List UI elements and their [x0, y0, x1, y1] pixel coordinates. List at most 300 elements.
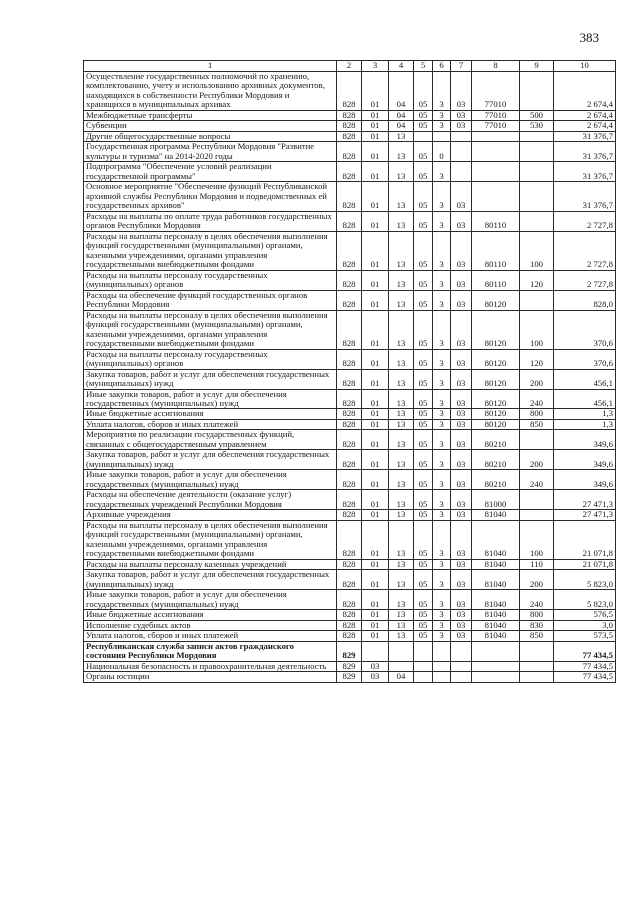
expense-type-code-cell: 530	[520, 121, 554, 131]
direction-code-cell: 80120	[472, 290, 520, 310]
admin-code-cell: 828	[337, 182, 362, 211]
activity-code-cell: 03	[451, 419, 472, 429]
direction-code-cell: 80110	[472, 270, 520, 290]
amount-cell: 21 071,8	[554, 520, 616, 559]
program-code-cell: 05	[414, 211, 433, 231]
admin-code-cell: 828	[337, 470, 362, 490]
table-row	[84, 450, 616, 470]
admin-code-cell: 828	[337, 110, 362, 120]
direction-code-cell: 80120	[472, 409, 520, 419]
amount-cell: 1,3	[554, 409, 616, 419]
admin-code-cell: 829	[337, 672, 362, 682]
table-row	[84, 389, 616, 409]
admin-code-cell: 828	[337, 369, 362, 389]
section-code-cell: 01	[362, 290, 389, 310]
expense-type-code-cell	[520, 131, 554, 141]
admin-code-cell: 828	[337, 419, 362, 429]
table-row	[84, 142, 616, 162]
activity-code-cell: 03	[451, 110, 472, 120]
subprogram-code-cell: 3	[433, 490, 451, 510]
subprogram-code-cell: 3	[433, 590, 451, 610]
subprogram-code-cell: 3	[433, 389, 451, 409]
activity-code-cell: 03	[451, 610, 472, 620]
subprogram-code-cell: 3	[433, 110, 451, 120]
subsection-code-cell: 13	[389, 409, 414, 419]
section-code-cell: 01	[362, 510, 389, 520]
subprogram-code-cell: 3	[433, 570, 451, 590]
column-header-3: 3	[362, 61, 389, 72]
column-header-5: 5	[414, 61, 433, 72]
amount-cell: 370,6	[554, 310, 616, 349]
subprogram-code-cell: 0	[433, 142, 451, 162]
activity-code-cell: 03	[451, 310, 472, 349]
amount-cell: 828,0	[554, 290, 616, 310]
subprogram-code-cell: 3	[433, 450, 451, 470]
subprogram-code-cell: 3	[433, 310, 451, 349]
direction-code-cell: 77010	[472, 72, 520, 111]
section-code-cell: 01	[362, 162, 389, 182]
program-code-cell: 05	[414, 520, 433, 559]
program-code-cell: 05	[414, 182, 433, 211]
activity-code-cell: 03	[451, 590, 472, 610]
admin-code-cell: 828	[337, 310, 362, 349]
expense-type-code-cell	[520, 182, 554, 211]
admin-code-cell: 828	[337, 520, 362, 559]
table-row	[84, 349, 616, 369]
expense-type-code-cell: 120	[520, 349, 554, 369]
subsection-code-cell: 13	[389, 211, 414, 231]
activity-code-cell	[451, 142, 472, 162]
program-code-cell: 05	[414, 559, 433, 569]
expense-type-code-cell	[520, 641, 554, 661]
direction-code-cell: 81040	[472, 510, 520, 520]
program-code-cell: 05	[414, 430, 433, 450]
subsection-code-cell: 13	[389, 131, 414, 141]
subsection-code-cell: 13	[389, 162, 414, 182]
row-name-cell: Расходы на обеспечение функций государственных органов Республики Мордовия	[84, 290, 337, 310]
direction-code-cell: 80120	[472, 349, 520, 369]
table-row	[84, 672, 616, 682]
activity-code-cell: 03	[451, 270, 472, 290]
subprogram-code-cell: 3	[433, 349, 451, 369]
row-name-cell: Межбюджетные трансферты	[84, 110, 337, 120]
row-name-cell: Расходы на выплаты персоналу казенных учреждений	[84, 559, 337, 569]
section-code-cell: 01	[362, 590, 389, 610]
subprogram-code-cell: 3	[433, 409, 451, 419]
amount-cell: 77 434,5	[554, 641, 616, 661]
table-row	[84, 590, 616, 610]
expense-type-code-cell: 100	[520, 310, 554, 349]
subsection-code-cell: 04	[389, 121, 414, 131]
activity-code-cell: 03	[451, 369, 472, 389]
row-name-cell: Расходы на выплаты по оплате труда работников государственных органов Республики Мордовия	[84, 211, 337, 231]
amount-cell: 21 071,8	[554, 559, 616, 569]
row-name-cell: Основное мероприятие "Обеспечение функций Республиканской архивной службы Республики Мордовия и подведомственных ей государственных архивов"	[84, 182, 337, 211]
expense-type-code-cell: 240	[520, 389, 554, 409]
direction-code-cell: 80120	[472, 419, 520, 429]
expense-type-code-cell: 100	[520, 520, 554, 559]
expense-type-code-cell: 100	[520, 231, 554, 270]
amount-cell: 2 674,4	[554, 121, 616, 131]
row-name-cell: Уплата налогов, сборов и иных платежей	[84, 631, 337, 641]
direction-code-cell: 77010	[472, 121, 520, 131]
section-code-cell: 01	[362, 349, 389, 369]
activity-code-cell: 03	[451, 349, 472, 369]
admin-code-cell: 828	[337, 559, 362, 569]
subsection-code-cell	[389, 661, 414, 671]
admin-code-cell: 828	[337, 231, 362, 270]
subprogram-code-cell: 3	[433, 182, 451, 211]
admin-code-cell: 828	[337, 142, 362, 162]
expense-type-code-cell	[520, 290, 554, 310]
subprogram-code-cell: 3	[433, 121, 451, 131]
activity-code-cell: 03	[451, 631, 472, 641]
direction-code-cell	[472, 182, 520, 211]
program-code-cell	[414, 672, 433, 682]
subsection-code-cell: 13	[389, 182, 414, 211]
row-name-cell: Иные бюджетные ассигнования	[84, 409, 337, 419]
activity-code-cell: 03	[451, 121, 472, 131]
admin-code-cell: 828	[337, 631, 362, 641]
admin-code-cell: 828	[337, 72, 362, 111]
amount-cell: 77 434,5	[554, 672, 616, 682]
expense-type-code-cell: 200	[520, 570, 554, 590]
program-code-cell: 05	[414, 631, 433, 641]
column-header-8: 8	[472, 61, 520, 72]
direction-code-cell: 80120	[472, 389, 520, 409]
admin-code-cell: 828	[337, 121, 362, 131]
amount-cell: 370,6	[554, 349, 616, 369]
activity-code-cell	[451, 672, 472, 682]
subsection-code-cell: 04	[389, 672, 414, 682]
table-row	[84, 409, 616, 419]
direction-code-cell: 80120	[472, 310, 520, 349]
direction-code-cell: 81040	[472, 610, 520, 620]
direction-code-cell	[472, 162, 520, 182]
activity-code-cell: 03	[451, 182, 472, 211]
subsection-code-cell: 13	[389, 290, 414, 310]
activity-code-cell: 03	[451, 620, 472, 630]
activity-code-cell	[451, 162, 472, 182]
admin-code-cell: 828	[337, 349, 362, 369]
subprogram-code-cell: 3	[433, 290, 451, 310]
activity-code-cell: 03	[451, 211, 472, 231]
row-name-cell: Другие общегосударственные вопросы	[84, 131, 337, 141]
table-row	[84, 661, 616, 671]
table-row	[84, 610, 616, 620]
table-row	[84, 559, 616, 569]
admin-code-cell: 829	[337, 641, 362, 661]
activity-code-cell: 03	[451, 570, 472, 590]
expense-type-code-cell: 200	[520, 369, 554, 389]
direction-code-cell: 80210	[472, 430, 520, 450]
column-header-10: 10	[554, 61, 616, 72]
admin-code-cell: 828	[337, 450, 362, 470]
activity-code-cell: 03	[451, 430, 472, 450]
program-code-cell: 05	[414, 72, 433, 111]
expense-type-code-cell: 110	[520, 559, 554, 569]
expense-type-code-cell: 800	[520, 409, 554, 419]
section-code-cell: 01	[362, 570, 389, 590]
amount-cell: 2 674,4	[554, 72, 616, 111]
admin-code-cell: 828	[337, 490, 362, 510]
table-row	[84, 231, 616, 270]
subprogram-code-cell: 3	[433, 162, 451, 182]
row-name-cell: Иные закупки товаров, работ и услуг для обеспечения государственных (муниципальных) нужд	[84, 470, 337, 490]
section-code-cell: 01	[362, 369, 389, 389]
row-name-cell: Осуществление государственных полномочий по хранению, комплектованию, учету и использованию архивных документов, находящихся в собственности Республики Мордовия и хранящихся в муниципальных архивах	[84, 72, 337, 111]
activity-code-cell: 03	[451, 72, 472, 111]
table-row	[84, 570, 616, 590]
program-code-cell: 05	[414, 490, 433, 510]
amount-cell: 349,6	[554, 450, 616, 470]
subprogram-code-cell: 3	[433, 520, 451, 559]
table-row	[84, 182, 616, 211]
direction-code-cell: 81040	[472, 570, 520, 590]
program-code-cell: 05	[414, 162, 433, 182]
admin-code-cell: 828	[337, 211, 362, 231]
table-row	[84, 110, 616, 120]
expense-type-code-cell	[520, 211, 554, 231]
subprogram-code-cell: 3	[433, 231, 451, 270]
direction-code-cell	[472, 661, 520, 671]
expense-type-code-cell	[520, 162, 554, 182]
program-code-cell: 05	[414, 270, 433, 290]
amount-cell: 2 727,8	[554, 211, 616, 231]
admin-code-cell: 828	[337, 570, 362, 590]
subprogram-code-cell: 3	[433, 270, 451, 290]
section-code-cell: 01	[362, 182, 389, 211]
row-name-cell: Уплата налогов, сборов и иных платежей	[84, 419, 337, 429]
program-code-cell: 05	[414, 121, 433, 131]
admin-code-cell: 829	[337, 661, 362, 671]
table-row	[84, 72, 616, 111]
section-code-cell: 01	[362, 490, 389, 510]
expense-type-code-cell	[520, 661, 554, 671]
amount-cell: 2 674,4	[554, 110, 616, 120]
table-row	[84, 369, 616, 389]
column-header-2: 2	[337, 61, 362, 72]
column-header-6: 6	[433, 61, 451, 72]
activity-code-cell: 03	[451, 389, 472, 409]
subprogram-code-cell	[433, 672, 451, 682]
section-code-cell: 01	[362, 231, 389, 270]
table-row	[84, 419, 616, 429]
activity-code-cell: 03	[451, 520, 472, 559]
section-code-cell: 01	[362, 389, 389, 409]
program-code-cell: 05	[414, 610, 433, 620]
admin-code-cell: 828	[337, 270, 362, 290]
expense-type-code-cell: 240	[520, 470, 554, 490]
subsection-code-cell: 13	[389, 520, 414, 559]
expense-type-code-cell	[520, 490, 554, 510]
subsection-code-cell: 13	[389, 310, 414, 349]
table-row	[84, 510, 616, 520]
subsection-code-cell: 13	[389, 419, 414, 429]
direction-code-cell: 80120	[472, 369, 520, 389]
direction-code-cell	[472, 131, 520, 141]
admin-code-cell: 828	[337, 131, 362, 141]
direction-code-cell: 81040	[472, 620, 520, 630]
row-name-cell: Расходы на выплаты персоналу в целях обеспечения выполнения функций государственными (муниципальными) органами, казенными учреждениями, органами управления государственными внебюджетными фондами	[84, 310, 337, 349]
program-code-cell: 05	[414, 409, 433, 419]
subprogram-code-cell: 3	[433, 559, 451, 569]
direction-code-cell: 81040	[472, 590, 520, 610]
section-code-cell: 01	[362, 110, 389, 120]
subsection-code-cell: 13	[389, 231, 414, 270]
activity-code-cell: 03	[451, 510, 472, 520]
direction-code-cell	[472, 672, 520, 682]
row-name-cell: Архивные учреждения	[84, 510, 337, 520]
subsection-code-cell: 13	[389, 559, 414, 569]
subprogram-code-cell: 3	[433, 620, 451, 630]
activity-code-cell: 03	[451, 559, 472, 569]
program-code-cell	[414, 131, 433, 141]
row-name-cell: Мероприятия по реализации государственных функций, связанных с общегосударственным управлением	[84, 430, 337, 450]
table-row	[84, 470, 616, 490]
page-number: 383	[579, 30, 599, 45]
expense-type-code-cell	[520, 430, 554, 450]
row-name-cell: Органы юстиции	[84, 672, 337, 682]
row-name-cell: Государственная программа Республики Мордовия "Развитие культуры и туризма" на 2014-2020 годы	[84, 142, 337, 162]
section-code-cell: 01	[362, 559, 389, 569]
direction-code-cell: 80210	[472, 450, 520, 470]
row-name-cell: Расходы на выплаты персоналу в целях обеспечения выполнения функций государственными (муниципальными) органами, казенными учреждениями, органами управления государственными внебюджетными фондами	[84, 520, 337, 559]
section-code-cell: 01	[362, 142, 389, 162]
expense-type-code-cell	[520, 72, 554, 111]
expense-type-code-cell	[520, 672, 554, 682]
section-code-cell: 03	[362, 672, 389, 682]
program-code-cell: 05	[414, 231, 433, 270]
subprogram-code-cell: 3	[433, 419, 451, 429]
section-code-cell: 01	[362, 470, 389, 490]
direction-code-cell	[472, 641, 520, 661]
row-name-cell: Расходы на выплаты персоналу государственных (муниципальных) органов	[84, 270, 337, 290]
subsection-code-cell: 13	[389, 369, 414, 389]
direction-code-cell: 80110	[472, 211, 520, 231]
subsection-code-cell: 13	[389, 631, 414, 641]
table-row	[84, 121, 616, 131]
program-code-cell: 05	[414, 470, 433, 490]
subsection-code-cell: 13	[389, 510, 414, 520]
table-row	[84, 520, 616, 559]
column-header-9: 9	[520, 61, 554, 72]
activity-code-cell: 03	[451, 290, 472, 310]
section-code-cell: 01	[362, 620, 389, 630]
program-code-cell: 05	[414, 110, 433, 120]
subprogram-code-cell: 3	[433, 610, 451, 620]
amount-cell: 5 823,0	[554, 590, 616, 610]
program-code-cell: 05	[414, 510, 433, 520]
subsection-code-cell: 13	[389, 430, 414, 450]
subprogram-code-cell	[433, 641, 451, 661]
subprogram-code-cell: 3	[433, 510, 451, 520]
amount-cell: 31 376,7	[554, 162, 616, 182]
subsection-code-cell: 13	[389, 450, 414, 470]
budget-table	[83, 60, 616, 683]
section-code-cell: 01	[362, 270, 389, 290]
program-code-cell: 05	[414, 620, 433, 630]
activity-code-cell: 03	[451, 409, 472, 419]
table-row	[84, 641, 616, 661]
program-code-cell: 05	[414, 349, 433, 369]
subsection-code-cell: 13	[389, 470, 414, 490]
section-code-cell: 01	[362, 631, 389, 641]
direction-code-cell: 81040	[472, 631, 520, 641]
program-code-cell: 05	[414, 290, 433, 310]
admin-code-cell: 828	[337, 510, 362, 520]
admin-code-cell: 828	[337, 290, 362, 310]
admin-code-cell: 828	[337, 162, 362, 182]
amount-cell: 31 376,7	[554, 131, 616, 141]
section-code-cell: 01	[362, 131, 389, 141]
amount-cell: 3,0	[554, 620, 616, 630]
expense-type-code-cell: 830	[520, 620, 554, 630]
direction-code-cell: 81040	[472, 520, 520, 559]
row-name-cell: Иные закупки товаров, работ и услуг для обеспечения государственных (муниципальных) нужд	[84, 590, 337, 610]
subsection-code-cell: 13	[389, 570, 414, 590]
table-row	[84, 131, 616, 141]
row-name-cell: Расходы на обеспечение деятельности (оказание услуг) государственных учреждений Республики Мордовия	[84, 490, 337, 510]
subsection-code-cell: 04	[389, 110, 414, 120]
column-header-4: 4	[389, 61, 414, 72]
expense-type-code-cell: 500	[520, 110, 554, 120]
amount-cell: 1,3	[554, 419, 616, 429]
row-name-cell: Закупка товаров, работ и услуг для обеспечения государственных (муниципальных) нужд	[84, 570, 337, 590]
section-code-cell: 01	[362, 409, 389, 419]
program-code-cell: 05	[414, 142, 433, 162]
section-code-cell: 01	[362, 610, 389, 620]
program-code-cell	[414, 661, 433, 671]
direction-code-cell	[472, 142, 520, 162]
direction-code-cell: 80210	[472, 470, 520, 490]
program-code-cell: 05	[414, 369, 433, 389]
activity-code-cell	[451, 661, 472, 671]
amount-cell: 27 471,3	[554, 490, 616, 510]
subsection-code-cell	[389, 641, 414, 661]
amount-cell: 456,1	[554, 389, 616, 409]
table-row	[84, 631, 616, 641]
table-row	[84, 490, 616, 510]
activity-code-cell: 03	[451, 490, 472, 510]
subsection-code-cell: 13	[389, 490, 414, 510]
admin-code-cell: 828	[337, 610, 362, 620]
expense-type-code-cell: 850	[520, 631, 554, 641]
expense-type-code-cell: 240	[520, 590, 554, 610]
amount-cell: 456,1	[554, 369, 616, 389]
section-code-cell: 01	[362, 72, 389, 111]
direction-code-cell: 81000	[472, 490, 520, 510]
section-code-cell: 01	[362, 419, 389, 429]
program-code-cell: 05	[414, 310, 433, 349]
table-row	[84, 290, 616, 310]
amount-cell: 573,5	[554, 631, 616, 641]
program-code-cell: 05	[414, 419, 433, 429]
amount-cell: 576,5	[554, 610, 616, 620]
section-code-cell: 01	[362, 310, 389, 349]
row-name-cell: Подпрограмма "Обеспечение условий реализации государственной программы"	[84, 162, 337, 182]
section-code-cell: 01	[362, 520, 389, 559]
table-row	[84, 162, 616, 182]
program-code-cell: 05	[414, 590, 433, 610]
subprogram-code-cell	[433, 131, 451, 141]
subsection-code-cell: 13	[389, 142, 414, 162]
amount-cell: 2 727,8	[554, 270, 616, 290]
program-code-cell: 05	[414, 389, 433, 409]
subprogram-code-cell: 3	[433, 369, 451, 389]
activity-code-cell: 03	[451, 450, 472, 470]
admin-code-cell: 828	[337, 409, 362, 419]
